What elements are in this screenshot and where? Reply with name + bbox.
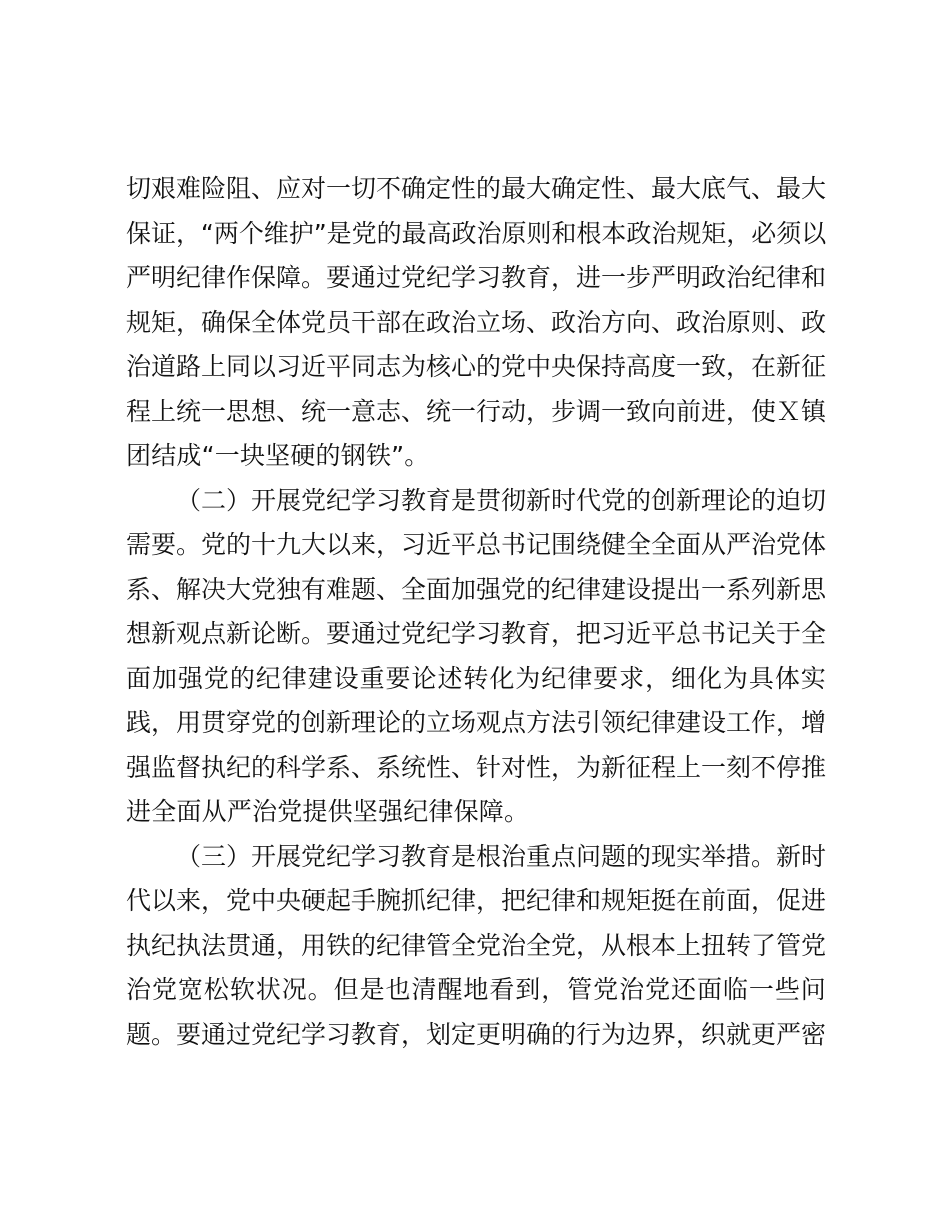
text-line: （二）开展党纪学习教育是贯彻新时代党的创新理论的迫切 <box>176 485 827 515</box>
body-text <box>126 167 826 1057</box>
text-line: 治党宽松软状况。但是也清醒地看到，管党治党还面临一些问 <box>126 975 826 1004</box>
text-line: 需要。党的十九大以来，习近平总书记围绕健全全面从严治党体 <box>126 530 827 559</box>
text-line: 保证，“两个维护”是党的最高政治原则和根本政治规矩，必须以 <box>126 218 826 248</box>
text-line: 切艰难险阻、应对一切不确定性的最大确定性、最大底气、最大 <box>126 174 827 203</box>
text-line: （三）开展党纪学习教育是根治重点问题的现实举措。新时 <box>176 841 827 871</box>
text-line: 代以来，党中央硬起手腕抓纪律，把纪律和规矩挺在前面，促进 <box>126 886 827 915</box>
text-line: 强监督执纪的科学系、系统性、针对性，为新征程上一刻不停推 <box>126 752 827 782</box>
text-line: 系、解决大党独有难题、全面加强党的纪律建设提出一系列新思 <box>126 574 827 604</box>
text-line: 践，用贯穿党的创新理论的立场观点方法引领纪律建设工作，增 <box>126 708 827 737</box>
text-line: 治道路上同以习近平同志为核心的党中央保持高度一致，在新征 <box>126 352 827 381</box>
text-line: 执纪执法贯通，用铁的纪律管全党治全党，从根本上扭转了管党 <box>126 930 827 960</box>
text-line: 程上统一思想、统一意志、统一行动，步调一致向前进，使Ｘ镇 <box>126 396 827 426</box>
text-line: 题。要通过党纪学习教育，划定更明确的行为边界，织就更严密 <box>126 1019 827 1049</box>
paragraph-3 <box>126 835 826 1058</box>
text-line: 想新观点新论断。要通过党纪学习教育，把习近平总书记关于全 <box>126 619 827 648</box>
text-line: 进全面从严治党提供坚强纪律保障。 <box>126 797 530 826</box>
paragraph-1 <box>126 167 826 479</box>
paragraph-2 <box>126 479 826 835</box>
text-line: 面加强党的纪律建设重要论述转化为纪律要求，细化为具体实 <box>126 663 826 693</box>
text-line: 规矩，确保全体党员干部在政治立场、政治方向、政治原则、政 <box>126 307 827 337</box>
text-line: 团结成“一块坚硬的钢铁”。 <box>126 441 430 470</box>
text-line: 严明纪律作保障。要通过党纪学习教育，进一步严明政治纪律和 <box>126 263 827 292</box>
